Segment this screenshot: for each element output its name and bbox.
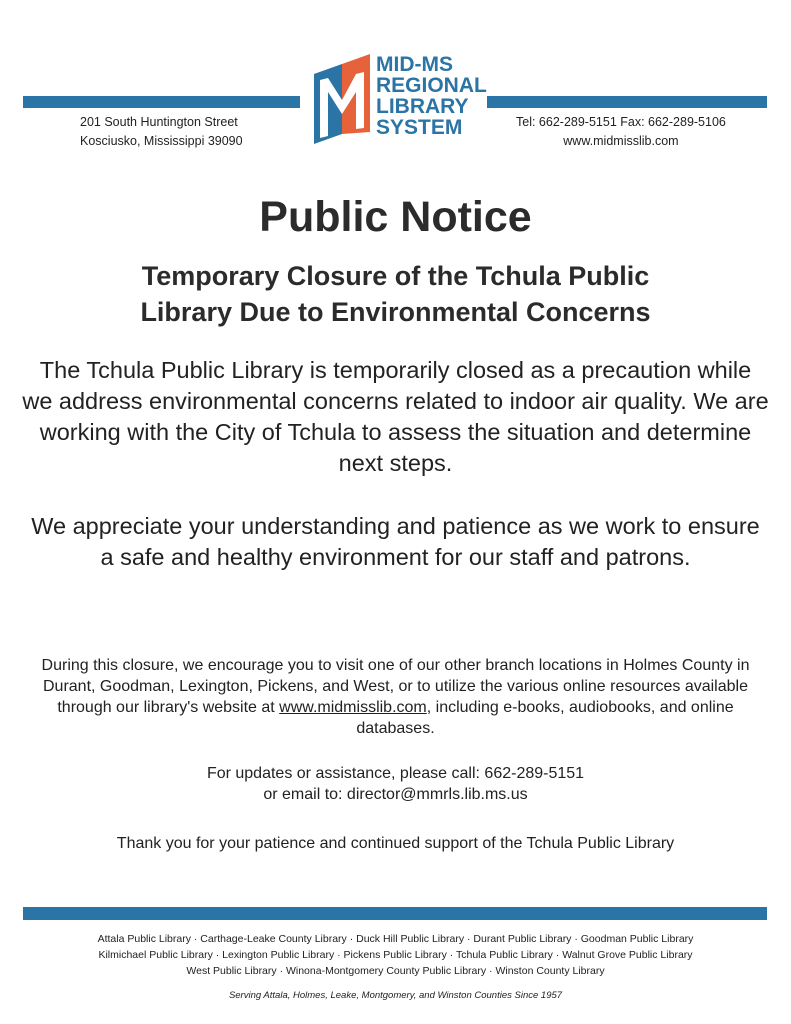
branch-list-line-1: Attala Public Library · Carthage-Leake County Library · Duck Hill Public Library · Durant Public Library · Goodman Public Library [97, 933, 694, 945]
thanks-note: Thank you for your patience and continued support of the Tchula Public Library [116, 835, 675, 852]
logo-line-3: LIBRARY [376, 95, 469, 118]
contact-email: or email to: director@mmrls.lib.ms.us [263, 786, 528, 803]
library-contact [516, 113, 726, 151]
footer-divider [23, 907, 767, 920]
contact-phone: For updates or assistance, please call: 662-289-5151 [206, 765, 585, 782]
subtitle-line-1: Temporary Closure of the Tchula Public [141, 261, 650, 291]
logo-m-icon [308, 48, 378, 152]
alternatives-text-end: , including e-books, audiobooks, and online databases. [356, 699, 734, 737]
footer-tagline: Serving Attala, Holmes, Leake, Montgomery, and Winston Counties Since 1957 [228, 990, 563, 1001]
address-street: 201 South Huntington Street [80, 115, 238, 129]
header-divider-left [23, 96, 300, 108]
website-link[interactable]: www.midmisslib.com [563, 134, 679, 148]
phone-fax: Tel: 662-289-5151 Fax: 662-289-5106 [516, 115, 726, 129]
alternatives-paragraph [34, 655, 757, 739]
alternatives-text-start: During this closure, we encourage you to visit one of our other branch locations in Holmes County in Durant, Goodman, Lexington, Pickens, and West, or to utilize the various online resources available through our library's website at [41, 657, 750, 716]
subtitle-line-2: Library Due to Environmental Concerns [140, 297, 651, 327]
library-logo [308, 48, 486, 152]
page-subtitle [100, 258, 691, 330]
closure-paragraph: The Tchula Public Library is temporarily closed as a precaution while we address environmental concerns related to indoor air quality. We are working with the City of Tchula to assess the situation and determine next steps. [22, 357, 769, 476]
logo-line-1: MID-MS [376, 53, 453, 76]
contact-info [34, 763, 757, 805]
header-divider-right [487, 96, 767, 108]
library-address [80, 113, 243, 151]
page-title: Public Notice [259, 193, 532, 241]
branch-list-line-3: West Public Library · Winona-Montgomery County Public Library · Winston County Library [186, 965, 605, 977]
appreciation-paragraph: We appreciate your understanding and patience as we work to ensure a safe and healthy environment for our staff and patrons. [31, 513, 760, 570]
website-link-inline[interactable]: www.midmisslib.com [279, 699, 427, 716]
branch-list [20, 931, 771, 979]
logo-wordmark [376, 54, 487, 138]
address-city: Kosciusko, Mississippi 39090 [80, 134, 243, 148]
logo-line-4: SYSTEM [376, 116, 463, 139]
branch-list-line-2: Kilmichael Public Library · Lexington Public Library · Pickens Public Library · Tchula Public Library · Walnut Grove Public Library [98, 949, 693, 961]
logo-line-2: REGIONAL [376, 74, 487, 97]
